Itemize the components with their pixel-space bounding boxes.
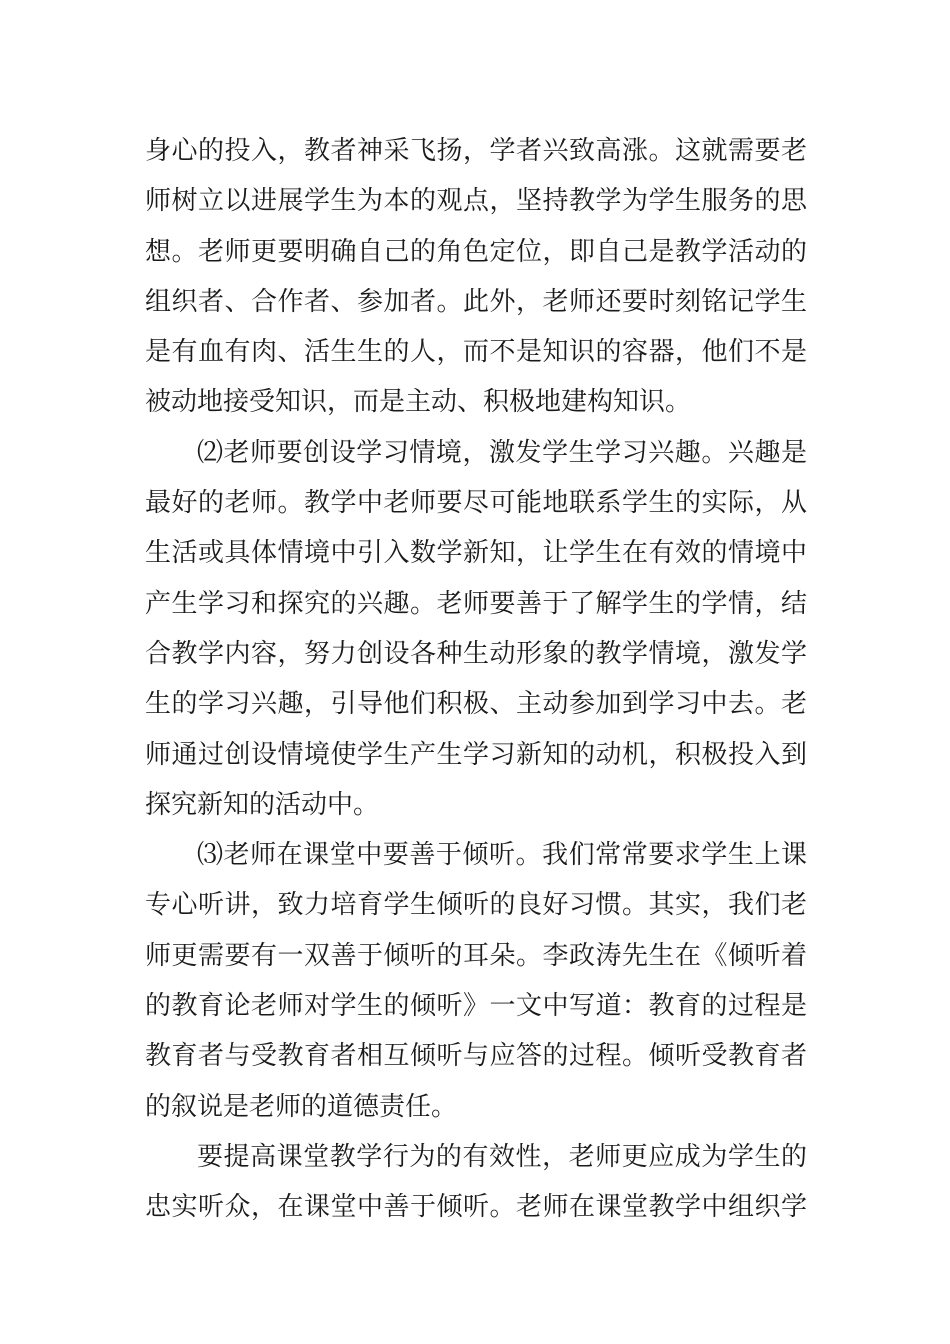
text-line: 被动地接受知识，而是主动、积极地建构知识。 [145, 387, 692, 418]
text-line: 师通过创设情境使学生产生学习新知的动机，积极投入到 [145, 739, 807, 770]
text-line: 教育者与受教育者相互倾听与应答的过程。倾听受教育者 [145, 1041, 807, 1072]
text-line: 师更需要有一双善于倾听的耳朵。李政涛先生在《倾听着 [145, 940, 807, 971]
paragraph [145, 830, 807, 1132]
text-line: 是有血有肉、活生生的人，而不是知识的容器，他们不是 [145, 337, 807, 368]
text-line: 组织者、合作者、参加者。此外，老师还要时刻铭记学生 [145, 286, 807, 317]
text-line: 生活或具体情境中引入数学新知，让学生在有效的情境中 [145, 538, 807, 569]
text-line: 要提高课堂教学行为的有效性，老师更应成为学生的 [197, 1141, 807, 1172]
text-line: 产生学习和探究的兴趣。老师要善于了解学生的学情，结 [145, 588, 807, 619]
text-line: 生的学习兴趣，引导他们积极、主动参加到学习中去。老 [145, 689, 807, 720]
paragraph [145, 1132, 807, 1233]
text-line: 师树立以进展学生为本的观点，坚持教学为学生服务的思 [145, 186, 807, 217]
text-line: 的教育论老师对学生的倾听》一文中写道：教育的过程是 [145, 991, 807, 1022]
text-line: 想。老师更要明确自己的角色定位，即自己是教学活动的 [145, 236, 807, 267]
text-line: 探究新知的活动中。 [145, 789, 380, 820]
text-line: 的叙说是老师的道德责任。 [145, 1091, 458, 1122]
text-line: ⑵老师要创设学习情境，激发学生学习兴趣。兴趣是 [197, 437, 807, 468]
paragraph [145, 428, 807, 830]
text-line: 忠实听众，在课堂中善于倾听。老师在课堂教学中组织学 [145, 1192, 807, 1223]
text-line: 合教学内容，努力创设各种生动形象的教学情境，激发学 [145, 638, 807, 669]
text-line: 专心听讲，致力培育学生倾听的良好习惯。其实，我们老 [145, 890, 807, 921]
body-text [145, 126, 807, 1233]
paragraph [145, 126, 807, 428]
text-line: ⑶老师在课堂中要善于倾听。我们常常要求学生上课 [197, 840, 807, 871]
text-line: 最好的老师。教学中老师要尽可能地联系学生的实际，从 [145, 488, 807, 519]
text-line: 身心的投入，教者神采飞扬，学者兴致高涨。这就需要老 [145, 136, 807, 166]
